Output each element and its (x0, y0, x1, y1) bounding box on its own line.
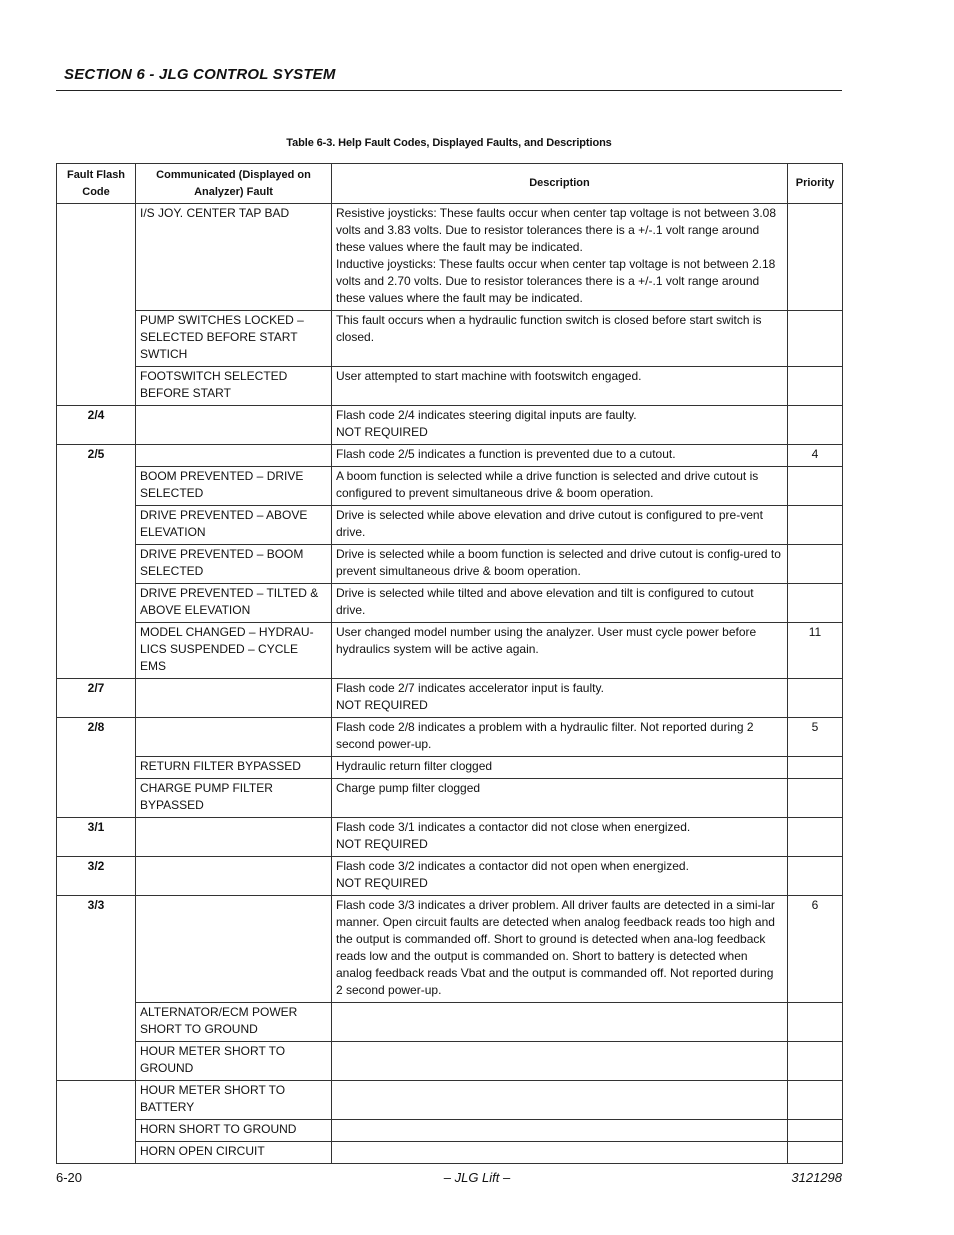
cell-priority (788, 779, 843, 818)
cell-fault (136, 857, 332, 896)
cell-code: 2/7 (57, 679, 136, 718)
cell-priority (788, 367, 843, 406)
cell-description (332, 818, 788, 857)
footer-publisher: – JLG Lift – (443, 1170, 511, 1185)
table-row (57, 1142, 843, 1164)
cell-code: 3/3 (57, 896, 136, 1081)
cell-fault: BOOM PREVENTED – DRIVE SELECTED (136, 467, 332, 506)
cell-priority (788, 1081, 843, 1120)
cell-fault (136, 718, 332, 757)
table-header-row (57, 164, 843, 204)
cell-fault (136, 406, 332, 445)
cell-priority (788, 757, 843, 779)
cell-fault: MODEL CHANGED – HYDRAU-LICS SUSPENDED – CYCLE EMS (136, 623, 332, 679)
cell-description (332, 1003, 788, 1042)
description-line: Flash code 2/4 indicates steering digital inputs are faulty. (336, 408, 637, 422)
cell-fault: HORN SHORT TO GROUND (136, 1120, 332, 1142)
cell-fault: FOOTSWITCH SELECTED BEFORE START (136, 367, 332, 406)
cell-code: 2/8 (57, 718, 136, 818)
cell-fault: CHARGE PUMP FILTER BYPASSED (136, 779, 332, 818)
table-row (57, 406, 843, 445)
cell-description: Flash code 2/8 indicates a problem with a hydraulic filter. Not reported during 2 second power-up. (332, 718, 788, 757)
cell-priority (788, 1120, 843, 1142)
table-row (57, 1120, 843, 1142)
table-row (57, 623, 843, 679)
description-line: NOT REQUIRED (336, 876, 428, 890)
section-title: SECTION 6 - JLG CONTROL SYSTEM (64, 66, 336, 83)
fault-codes-table (56, 163, 843, 1164)
cell-description (332, 406, 788, 445)
description-line: Flash code 3/2 indicates a contactor did not open when energized. (336, 859, 689, 873)
cell-description: User changed model number using the analyzer. User must cycle power before hydraulics system will be active again. (332, 623, 788, 679)
cell-code: 3/2 (57, 857, 136, 896)
cell-code: 2/5 (57, 445, 136, 679)
cell-priority (788, 1142, 843, 1164)
cell-priority (788, 545, 843, 584)
description-line: NOT REQUIRED (336, 425, 428, 439)
cell-fault: DRIVE PREVENTED – BOOM SELECTED (136, 545, 332, 584)
cell-priority (788, 406, 843, 445)
table-row (57, 1003, 843, 1042)
description-line: Flash code 2/7 indicates accelerator input is faulty. (336, 681, 604, 695)
cell-fault (136, 818, 332, 857)
cell-priority (788, 584, 843, 623)
table-row (57, 857, 843, 896)
cell-priority (788, 857, 843, 896)
cell-priority (788, 204, 843, 311)
cell-fault: PUMP SWITCHES LOCKED – SELECTED BEFORE START SWTICH (136, 311, 332, 367)
table-row (57, 1081, 843, 1120)
cell-description (332, 1120, 788, 1142)
cell-description: Drive is selected while a boom function is selected and drive cutout is config-ured to prevent simultaneous drive & boom operation. (332, 545, 788, 584)
cell-description (332, 1142, 788, 1164)
description-line: NOT REQUIRED (336, 698, 428, 712)
cell-fault: ALTERNATOR/ECM POWER SHORT TO GROUND (136, 1003, 332, 1042)
cell-priority: 11 (788, 623, 843, 679)
cell-priority (788, 506, 843, 545)
cell-code: 2/4 (57, 406, 136, 445)
cell-description (332, 679, 788, 718)
table-row (57, 445, 843, 467)
description-line: Resistive joysticks: These faults occur when center tap voltage is not between 3.08 volts and 3.83 volts. Due to resistor tolerances there is a +/-.1 volt range around these values where the fault may be indicated. (336, 206, 777, 254)
cell-fault (136, 445, 332, 467)
cell-description (332, 1042, 788, 1081)
cell-priority (788, 467, 843, 506)
cell-description (332, 1081, 788, 1120)
cell-fault: RETURN FILTER BYPASSED (136, 757, 332, 779)
table-row (57, 779, 843, 818)
cell-code (57, 1081, 136, 1164)
column-header-priority: Priority (788, 164, 843, 204)
cell-priority: 6 (788, 896, 843, 1003)
column-header-fault: Communicated (Displayed on Analyzer) Fault (136, 164, 332, 204)
page-number: 6-20 (56, 1170, 83, 1185)
cell-description: Flash code 3/3 indicates a driver problem. All driver faults are detected in a simi-lar manner. Open circuit faults are detected when analog feedback reads too high and the output is commanded off. Short to ground is detected when ana-log feedback reads low and the output is commanded on. Short to battery is detected when analog feedback reads Vbat and the output is commanded off. Not reported during 2 second power-up. (332, 896, 788, 1003)
cell-code (57, 204, 136, 406)
cell-fault (136, 679, 332, 718)
description-line: NOT REQUIRED (336, 837, 428, 851)
cell-fault (136, 896, 332, 1003)
cell-description: A boom function is selected while a drive function is selected and drive cutout is configured to prevent simultaneous drive & boom operation. (332, 467, 788, 506)
description-line: Inductive joysticks: These faults occur when center tap voltage is not between 2.18 volts and 2.70 volts. Due to resistor tolerances there is a +/-.1 volt range around these values where the fault may be indicated. (336, 257, 776, 305)
table-row (57, 467, 843, 506)
cell-priority: 5 (788, 718, 843, 757)
table-row (57, 506, 843, 545)
table-row (57, 818, 843, 857)
cell-priority (788, 1003, 843, 1042)
cell-priority: 4 (788, 445, 843, 467)
cell-description: Drive is selected while tilted and above elevation and tilt is configured to cutout drive. (332, 584, 788, 623)
cell-description (332, 857, 788, 896)
table-row (57, 545, 843, 584)
cell-priority (788, 311, 843, 367)
cell-priority (788, 1042, 843, 1081)
column-header-code: Fault Flash Code (57, 164, 136, 204)
cell-fault: DRIVE PREVENTED – ABOVE ELEVATION (136, 506, 332, 545)
cell-fault: I/S JOY. CENTER TAP BAD (136, 204, 332, 311)
table-row (57, 718, 843, 757)
cell-description: Drive is selected while above elevation and drive cutout is configured to pre-vent drive. (332, 506, 788, 545)
column-header-description: Description (332, 164, 788, 204)
table-row (57, 204, 843, 311)
cell-description: Hydraulic return filter clogged (332, 757, 788, 779)
cell-description: This fault occurs when a hydraulic function switch is closed before start switch is closed. (332, 311, 788, 367)
cell-description: Flash code 2/5 indicates a function is prevented due to a cutout. (332, 445, 788, 467)
description-line: Flash code 3/1 indicates a contactor did not close when energized. (336, 820, 691, 834)
cell-description: Charge pump filter clogged (332, 779, 788, 818)
document-number: 3121298 (791, 1170, 842, 1185)
cell-fault: HORN OPEN CIRCUIT (136, 1142, 332, 1164)
cell-fault: HOUR METER SHORT TO BATTERY (136, 1081, 332, 1120)
table-row (57, 896, 843, 1003)
cell-fault: HOUR METER SHORT TO GROUND (136, 1042, 332, 1081)
table-row (57, 584, 843, 623)
cell-priority (788, 679, 843, 718)
table-caption: Table 6-3. Help Fault Codes, Displayed Faults, and Descriptions (286, 137, 612, 149)
table-row (57, 679, 843, 718)
table-row (57, 311, 843, 367)
cell-priority (788, 818, 843, 857)
cell-fault: DRIVE PREVENTED – TILTED & ABOVE ELEVATION (136, 584, 332, 623)
table-row (57, 757, 843, 779)
table-row (57, 367, 843, 406)
cell-description (332, 204, 788, 311)
cell-description: User attempted to start machine with footswitch engaged. (332, 367, 788, 406)
page-header (56, 64, 842, 91)
table-row (57, 1042, 843, 1081)
cell-code: 3/1 (57, 818, 136, 857)
